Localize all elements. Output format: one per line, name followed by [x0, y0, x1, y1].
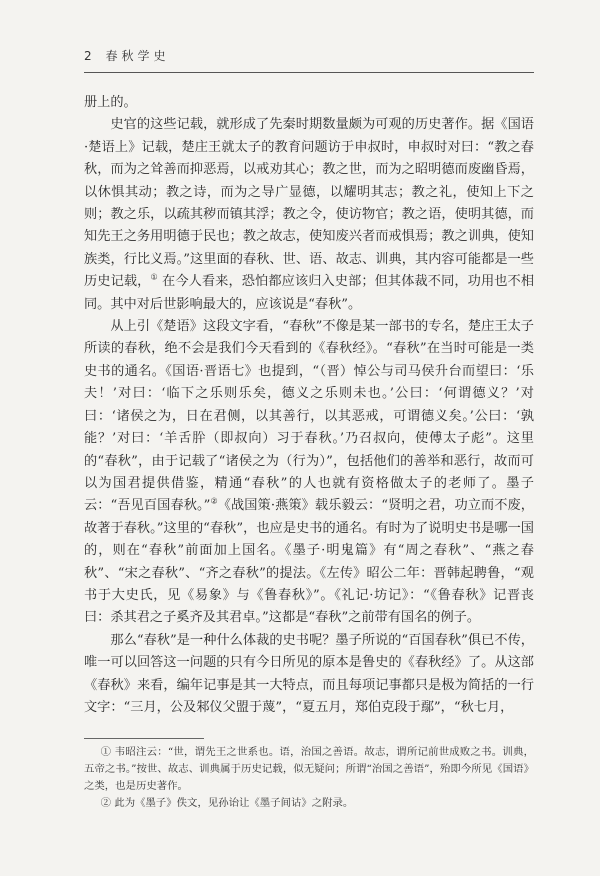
paragraph-3-text-a: 从上引《楚语》这段文字看，“春秋”不像是某一部书的专名，楚庄王太子所读的春秋，绝不会是我们今天看到的《春秋经》。“春秋”在当时可能是一类史书的通名。《国语·晋语七》也提到，“（晋）悼公与司马侯升台而望曰：‘乐夫！’对曰：‘临下之乐则乐矣，德义之乐则未也。’公曰：‘何谓德义？’对曰：‘诸侯之为，日在君侧，以其善行，以其恶戒，可谓德义矣。’公曰：‘孰能？’对曰：‘羊舌肸（即叔向）习于春秋。’乃召叔向，使傅太子彪”。这里的“春秋”，由于记载了“诸侯之为（行为）”，包括他们的善举和恶行，故而可以为国君提供借鉴，精通“春秋”的人也就有资格做太子的老师了。墨子云：“吾见百国春秋。” [84, 319, 534, 514]
footnote-2: ② 此为《墨子》佚文，见孙诒让《墨子间诂》之附录。 [100, 797, 354, 809]
footnote-ref-1[interactable]: ① [150, 272, 158, 282]
footnote-ref-2[interactable]: ② [210, 496, 218, 506]
paragraph-2-text-a: 史官的这些记载，就形成了先秦时期数量颇为可观的历史著作。据《国语·楚语上》记载，楚庄王就太子的教育问题访于申叔时，申叔时对曰：“教之春秋，而为之耸善而抑恶焉，以戒劝其心；教之世，而为之昭明德而废幽昏焉，以休惧其动；教之诗，而为之导广显德，以耀明其志；教之礼，使知上下之则；教之乐，以疏其秽而镇其浮；教之令，使访物官；教之语，使明其德，而知先王之务用明德于民也；教之故志，使知废兴者而戒惧焉；教之训典，使知族类，行比义焉。”这里面的春秋、世、语、故志、训典，其内容可能都是一些历史记载， [84, 117, 534, 290]
body-text [84, 92, 534, 719]
running-head [84, 47, 534, 64]
paragraph-3-text-b: 《战国策·燕策》载乐毅云：“贤明之君，功立而不废，故著于春秋。”这里的“春秋”，也应是史书的通名。有时为了说明史书是哪一国的，则在“春秋”前面加上国名。《墨子·明鬼篇》有“周之春秋”、“燕之春秋”、“宋之春秋”、“齐之春秋”的提法。《左传》昭公二年：晋韩起聘鲁，“观书于大史氏，见《易象》与《鲁春秋》”。《礼记·坊记》：“《鲁春秋》记晋丧曰：杀其君之子奚齐及其君卓。”这都是“春秋”之前带有国名的例子。 [84, 498, 534, 626]
footnotes [84, 744, 534, 812]
header-rule [84, 72, 534, 73]
page-number: 2 [84, 49, 92, 63]
footnote-rule [84, 738, 204, 739]
footnote-1: ① 韦昭注云：“世，谓先王之世系也。语，治国之善语。故志，谓所记前世成败之书。训典，五帝之书。”按世、故志、训典属于历史记载，似无疑问；所谓“治国之善语”，殆即今所见《国语》之类，也是历史著作。 [84, 746, 534, 792]
paragraph-2-text-b: 在今人看来，恐怕都应该归入史部；但其体裁不同，功用也不相同。其中对后世影响最大的，应该说是“春秋”。 [84, 274, 535, 312]
paragraph-2 [84, 114, 534, 316]
running-title: 春秋学史 [105, 49, 170, 63]
paragraph-4: 那么“春秋”是一种什么体裁的史书呢？墨子所说的“百国春秋”俱已不传，唯一可以回答这一问题的只有今日所见的原本是鲁史的《春秋经》了。从这部《春秋》来看，编年记事是其一大特点，而且每项记事都只是极为简括的一行文字：“三月，公及邾仪父盟于蔑”，“夏五月，郑伯克段于鄢”，“秋七月， [84, 632, 534, 715]
paragraph-3 [84, 316, 534, 630]
paragraph-1: 册上的。 [84, 95, 137, 110]
